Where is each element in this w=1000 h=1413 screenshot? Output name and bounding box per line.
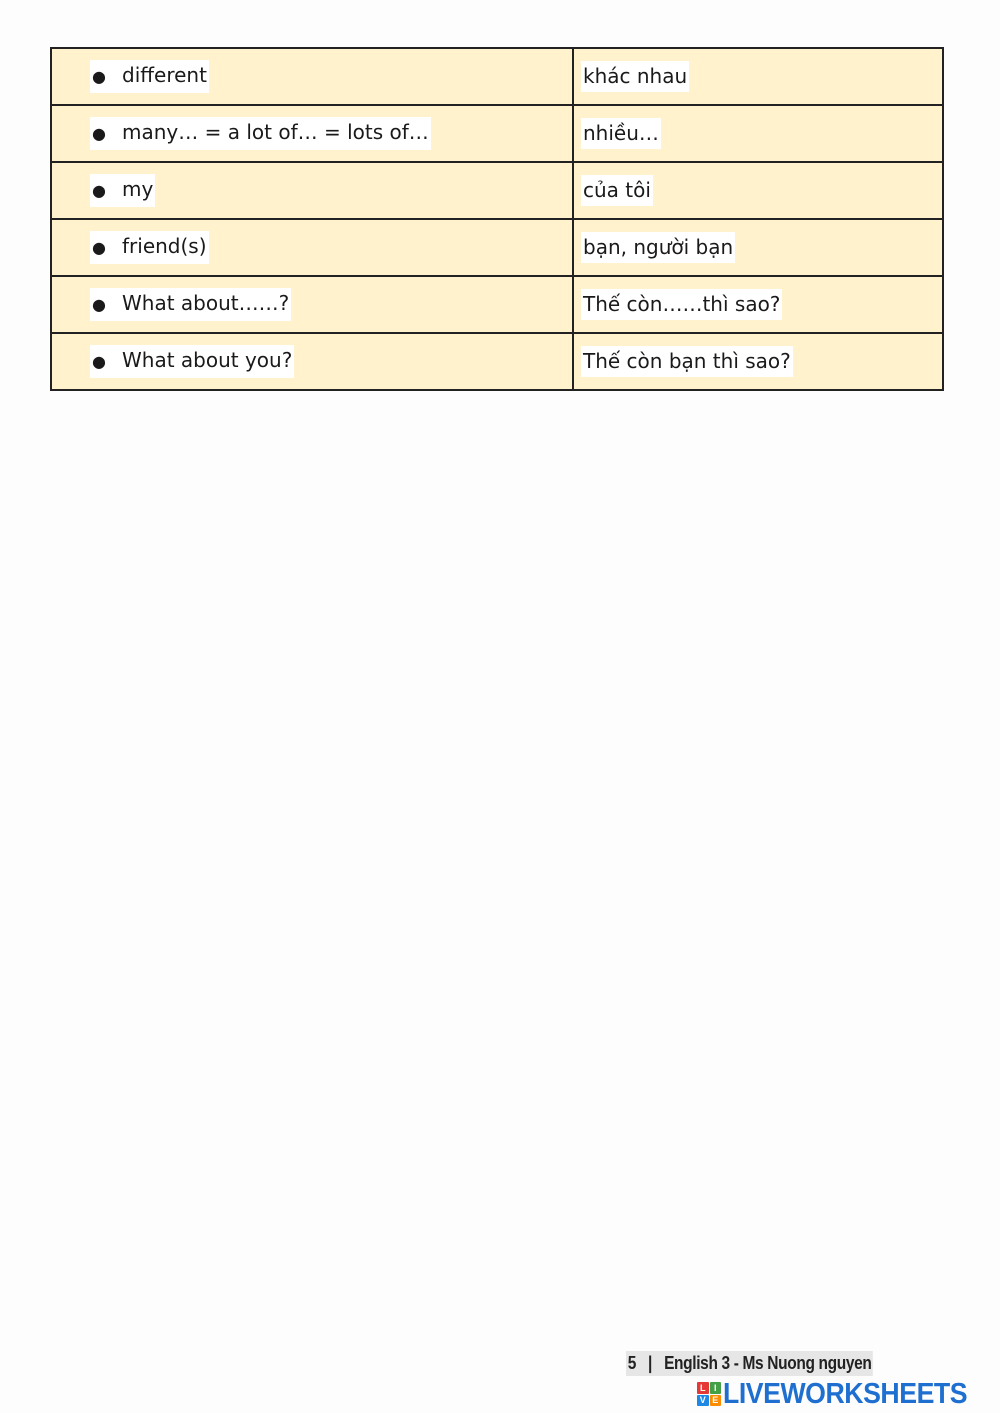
english-cell xyxy=(51,219,573,276)
vietnamese-meaning: khác nhau xyxy=(581,61,689,92)
vietnamese-meaning: của tôi xyxy=(581,175,653,206)
table-row xyxy=(51,333,943,390)
logo-letter: V xyxy=(697,1395,709,1407)
english-term: friend(s) xyxy=(122,234,207,258)
english-term: my xyxy=(122,177,154,201)
english-term: different xyxy=(122,63,207,87)
bullet-icon: ● xyxy=(92,352,106,371)
vietnamese-cell xyxy=(573,48,943,105)
page-number: 5 xyxy=(627,1353,636,1373)
vietnamese-meaning: nhiều… xyxy=(581,118,661,149)
table-row xyxy=(51,48,943,105)
brand-name: LIVEWORKSHEETS xyxy=(723,1377,968,1410)
english-term: What about you? xyxy=(122,348,293,372)
english-cell xyxy=(51,105,573,162)
english-cell xyxy=(51,276,573,333)
logo-letter: L xyxy=(697,1382,709,1394)
vietnamese-meaning: Thế còn bạn thì sao? xyxy=(581,346,793,377)
vietnamese-meaning: Thế còn……thì sao? xyxy=(581,289,782,320)
vietnamese-cell xyxy=(573,219,943,276)
course-title: English 3 - Ms Nuong nguyen xyxy=(664,1353,872,1373)
bullet-icon: ● xyxy=(92,67,106,86)
bullet-icon: ● xyxy=(92,295,106,314)
vietnamese-cell xyxy=(573,162,943,219)
bullet-icon: ● xyxy=(92,181,106,200)
logo-letter: E xyxy=(710,1395,722,1407)
bullet-icon: ● xyxy=(92,124,106,143)
english-cell xyxy=(51,333,573,390)
english-term: many… = a lot of… = lots of… xyxy=(122,120,429,144)
bullet-icon: ● xyxy=(92,238,106,257)
vocabulary-table xyxy=(50,47,944,391)
english-cell xyxy=(51,48,573,105)
liveworksheets-logo-icon xyxy=(697,1382,721,1406)
english-cell xyxy=(51,162,573,219)
english-term: What about……? xyxy=(122,291,290,315)
vietnamese-meaning: bạn, người bạn xyxy=(581,232,735,263)
vietnamese-cell xyxy=(573,276,943,333)
table-row xyxy=(51,105,943,162)
table-row xyxy=(51,219,943,276)
page-footer xyxy=(626,1351,873,1376)
logo-letter: I xyxy=(710,1382,722,1394)
footer-separator: | xyxy=(648,1353,653,1373)
vietnamese-cell xyxy=(573,333,943,390)
vietnamese-cell xyxy=(573,105,943,162)
liveworksheets-brand[interactable] xyxy=(697,1378,988,1410)
table-row xyxy=(51,162,943,219)
table-row xyxy=(51,276,943,333)
